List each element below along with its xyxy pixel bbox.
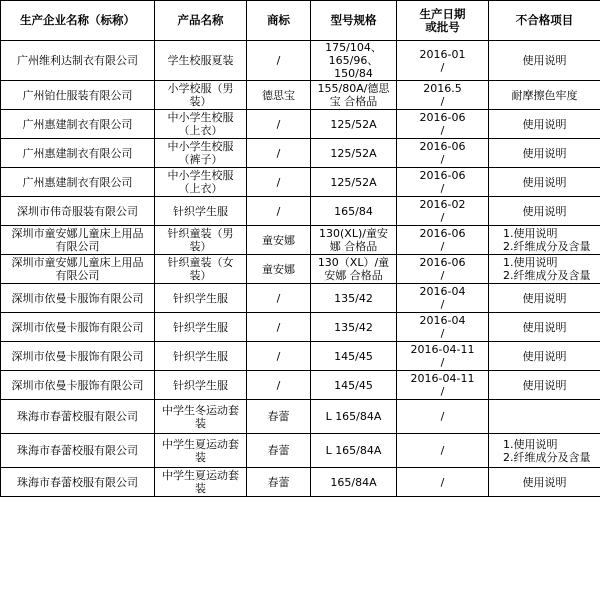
company-cell: 深圳市伟奇服装有限公司 [1, 197, 155, 226]
table-row [1, 197, 600, 226]
header-model: 型号规格 [311, 1, 397, 41]
header-row [1, 1, 600, 41]
brand-cell: 春蕾 [247, 468, 311, 497]
company-cell: 深圳市依曼卡服饰有限公司 [1, 284, 155, 313]
brand-cell: / [247, 284, 311, 313]
company-cell: 珠海市春蕾校服有限公司 [1, 468, 155, 497]
product-cell: 针织学生服 [155, 284, 247, 313]
model-cell: 125/52A [311, 139, 397, 168]
model-cell: 175/104、 165/96、 150/84 [311, 41, 397, 81]
product-cell: 针织学生服 [155, 197, 247, 226]
table-row [1, 468, 600, 497]
product-cell: 针织学生服 [155, 313, 247, 342]
date-cell: 2016-04 / [397, 284, 489, 313]
failed-item-cell: 使用说明 [489, 371, 600, 400]
model-cell: 125/52A [311, 110, 397, 139]
company-cell: 深圳市依曼卡服饰有限公司 [1, 342, 155, 371]
model-cell: 165/84A [311, 468, 397, 497]
company-cell: 广州铂仕服装有限公司 [1, 81, 155, 110]
date-cell: 2016-02 / [397, 197, 489, 226]
date-cell: 2016-06 / [397, 226, 489, 255]
brand-cell: / [247, 139, 311, 168]
date-cell: 2016-04 / [397, 313, 489, 342]
company-cell: 深圳市依曼卡服饰有限公司 [1, 371, 155, 400]
product-cell: 针织学生服 [155, 342, 247, 371]
date-cell: 2016-04-11 / [397, 371, 489, 400]
table-row [1, 41, 600, 81]
brand-cell: 德思宝 [247, 81, 311, 110]
header-product: 产品名称 [155, 1, 247, 41]
model-cell: 125/52A [311, 168, 397, 197]
brand-cell: / [247, 168, 311, 197]
table-row [1, 226, 600, 255]
product-cell: 中小学生校服 （裤子） [155, 139, 247, 168]
failed-item-cell: 使用说明 [489, 468, 600, 497]
company-cell: 广州惠建制衣有限公司 [1, 139, 155, 168]
header-failed-item: 不合格项目 [489, 1, 600, 41]
model-cell: 130(XL)/童安 娜 合格品 [311, 226, 397, 255]
failed-item-cell: 使用说明 [489, 168, 600, 197]
model-cell: L 165/84A [311, 434, 397, 468]
header-date: 生产日期 或批号 [397, 1, 489, 41]
model-cell: L 165/84A [311, 400, 397, 434]
table-row [1, 110, 600, 139]
date-cell: 2016.5 / [397, 81, 489, 110]
product-cell: 中学生冬运动套 装 [155, 400, 247, 434]
failed-item-cell: 1.使用说明 2.纤维成分及含量 [489, 226, 600, 255]
brand-cell: 童安娜 [247, 255, 311, 284]
failed-item-cell: 使用说明 [489, 313, 600, 342]
date-cell: / [397, 434, 489, 468]
product-cell: 针织学生服 [155, 371, 247, 400]
date-cell: 2016-01 / [397, 41, 489, 81]
table-row [1, 400, 600, 434]
model-cell: 145/45 [311, 342, 397, 371]
table-row [1, 342, 600, 371]
failed-item-cell: 使用说明 [489, 284, 600, 313]
model-cell: 145/45 [311, 371, 397, 400]
company-cell: 珠海市春蕾校服有限公司 [1, 400, 155, 434]
failed-item-cell: 1.使用说明 2.纤维成分及含量 [489, 434, 600, 468]
product-cell: 中小学生校服 （上衣） [155, 168, 247, 197]
product-cell: 小学校服（男 装） [155, 81, 247, 110]
date-cell: 2016-06 / [397, 110, 489, 139]
company-cell: 广州维利达制衣有限公司 [1, 41, 155, 81]
date-cell: 2016-06 / [397, 168, 489, 197]
product-cell: 学生校服夏装 [155, 41, 247, 81]
company-cell: 珠海市春蕾校服有限公司 [1, 434, 155, 468]
product-cell: 针织童装（女 装） [155, 255, 247, 284]
brand-cell: / [247, 313, 311, 342]
brand-cell: / [247, 41, 311, 81]
header-company: 生产企业名称（标称） [1, 1, 155, 41]
header-brand: 商标 [247, 1, 311, 41]
failed-item-cell [489, 400, 600, 434]
table-row [1, 255, 600, 284]
model-cell: 155/80A/德思 宝 合格品 [311, 81, 397, 110]
product-cell: 中学生夏运动套 装 [155, 434, 247, 468]
brand-cell: / [247, 342, 311, 371]
company-cell: 深圳市童安娜儿童床上用品 有限公司 [1, 255, 155, 284]
product-cell: 中学生夏运动套 装 [155, 468, 247, 497]
model-cell: 135/42 [311, 284, 397, 313]
failed-item-cell: 耐摩擦色牢度 [489, 81, 600, 110]
failed-item-cell: 使用说明 [489, 41, 600, 81]
company-cell: 广州惠建制衣有限公司 [1, 168, 155, 197]
brand-cell: / [247, 110, 311, 139]
table-row [1, 313, 600, 342]
failed-item-cell: 使用说明 [489, 110, 600, 139]
table-body [1, 41, 600, 497]
brand-cell: / [247, 371, 311, 400]
failed-item-cell: 使用说明 [489, 197, 600, 226]
date-cell: / [397, 468, 489, 497]
date-cell: 2016-06 / [397, 255, 489, 284]
company-cell: 深圳市童安娜儿童床上用品 有限公司 [1, 226, 155, 255]
date-cell: / [397, 400, 489, 434]
product-cell: 中小学生校服 （上衣） [155, 110, 247, 139]
table-row [1, 434, 600, 468]
failed-item-cell: 使用说明 [489, 342, 600, 371]
table-row [1, 284, 600, 313]
table-row [1, 81, 600, 110]
table-row [1, 168, 600, 197]
model-cell: 135/42 [311, 313, 397, 342]
brand-cell: 春蕾 [247, 400, 311, 434]
brand-cell: / [247, 197, 311, 226]
date-cell: 2016-06 / [397, 139, 489, 168]
brand-cell: 童安娜 [247, 226, 311, 255]
brand-cell: 春蕾 [247, 434, 311, 468]
company-cell: 深圳市依曼卡服饰有限公司 [1, 313, 155, 342]
model-cell: 130（XL）/童 安娜 合格品 [311, 255, 397, 284]
table-row [1, 371, 600, 400]
date-cell: 2016-04-11 / [397, 342, 489, 371]
product-cell: 针织童装（男 装） [155, 226, 247, 255]
company-cell: 广州惠建制衣有限公司 [1, 110, 155, 139]
model-cell: 165/84 [311, 197, 397, 226]
failed-item-cell: 1.使用说明 2.纤维成分及含量 [489, 255, 600, 284]
table-row [1, 139, 600, 168]
failed-item-cell: 使用说明 [489, 139, 600, 168]
